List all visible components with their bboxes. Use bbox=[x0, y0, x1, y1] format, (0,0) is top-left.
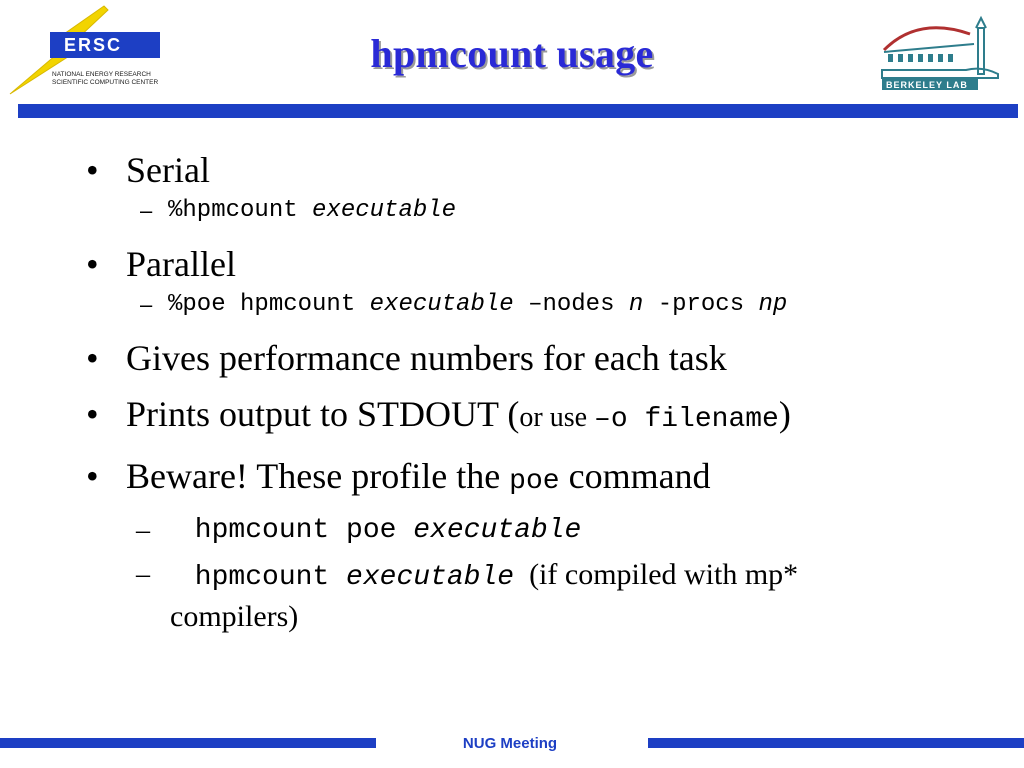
command-name: poe bbox=[509, 466, 560, 497]
svg-text:NATIONAL ENERGY RESEARCH: NATIONAL ENERGY RESEARCH bbox=[52, 71, 151, 78]
command-arg: n bbox=[628, 291, 644, 318]
bullet-beware bbox=[86, 456, 986, 502]
bullet-stdout bbox=[86, 394, 986, 440]
bullet-small-text: or use bbox=[519, 402, 595, 433]
footer-rule-left bbox=[0, 738, 376, 748]
command-text: hpmcount poe bbox=[178, 515, 414, 546]
sub-bullet-marker: – bbox=[140, 198, 153, 223]
svg-text:ERSC: ERSC bbox=[64, 35, 123, 55]
sub-bullet-marker: – bbox=[140, 292, 153, 317]
bullet-marker: • bbox=[86, 394, 99, 434]
sub-bullet-marker: – bbox=[136, 559, 150, 590]
command-text: -procs bbox=[643, 291, 759, 318]
bullet-marker: • bbox=[86, 150, 99, 190]
footer-rule-right bbox=[648, 738, 1024, 748]
command-text: –nodes bbox=[513, 291, 629, 318]
bullet-marker: • bbox=[86, 244, 99, 284]
header-rule bbox=[18, 104, 1018, 118]
bullet-text: ) bbox=[778, 394, 791, 434]
sub-bullet-hpmcount-exec bbox=[86, 558, 986, 639]
bullet-text: Serial bbox=[126, 150, 210, 190]
page-title: hpmcount usage bbox=[370, 31, 654, 76]
sub-bullet-marker: – bbox=[136, 515, 150, 546]
command-text: hpmcount bbox=[178, 562, 347, 593]
svg-text:BERKELEY LAB: BERKELEY LAB bbox=[886, 80, 968, 90]
slide-content bbox=[86, 150, 986, 649]
bullet-marker: • bbox=[86, 338, 99, 378]
bullet-parallel bbox=[86, 244, 986, 284]
command-text: %hpmcount bbox=[168, 197, 313, 224]
bullet-performance bbox=[86, 338, 986, 378]
command-option: –o filename bbox=[594, 404, 779, 435]
bullet-text: Parallel bbox=[126, 244, 236, 284]
sub-bullet-hpmcount-poe bbox=[86, 514, 986, 548]
berkeley-lab-logo bbox=[878, 14, 1006, 96]
command-arg: executable bbox=[369, 291, 514, 318]
command-arg: executable bbox=[312, 197, 457, 224]
command-text: %poe hpmcount bbox=[168, 291, 370, 318]
command-arg: np bbox=[758, 291, 788, 318]
svg-text:SCIENTIFIC COMPUTING CENTER: SCIENTIFIC COMPUTING CENTER bbox=[52, 79, 159, 86]
sub-bullet-serial-cmd bbox=[86, 196, 986, 226]
command-arg: executable bbox=[346, 562, 515, 593]
bullet-text: command bbox=[559, 456, 711, 496]
bullet-serial bbox=[86, 150, 986, 190]
footer-label: NUG Meeting bbox=[462, 735, 558, 752]
bullet-marker: • bbox=[86, 456, 99, 496]
sub-bullet-parallel-cmd bbox=[86, 290, 986, 320]
note-text: (if compiled with mp* bbox=[514, 558, 799, 591]
bullet-text: Gives performance numbers for each task bbox=[126, 338, 727, 378]
bullet-text: Prints output to STDOUT ( bbox=[126, 394, 520, 434]
note-text-continued: compilers) bbox=[170, 600, 299, 633]
command-arg: executable bbox=[413, 515, 582, 546]
bullet-text: Beware! These profile the bbox=[126, 456, 510, 496]
